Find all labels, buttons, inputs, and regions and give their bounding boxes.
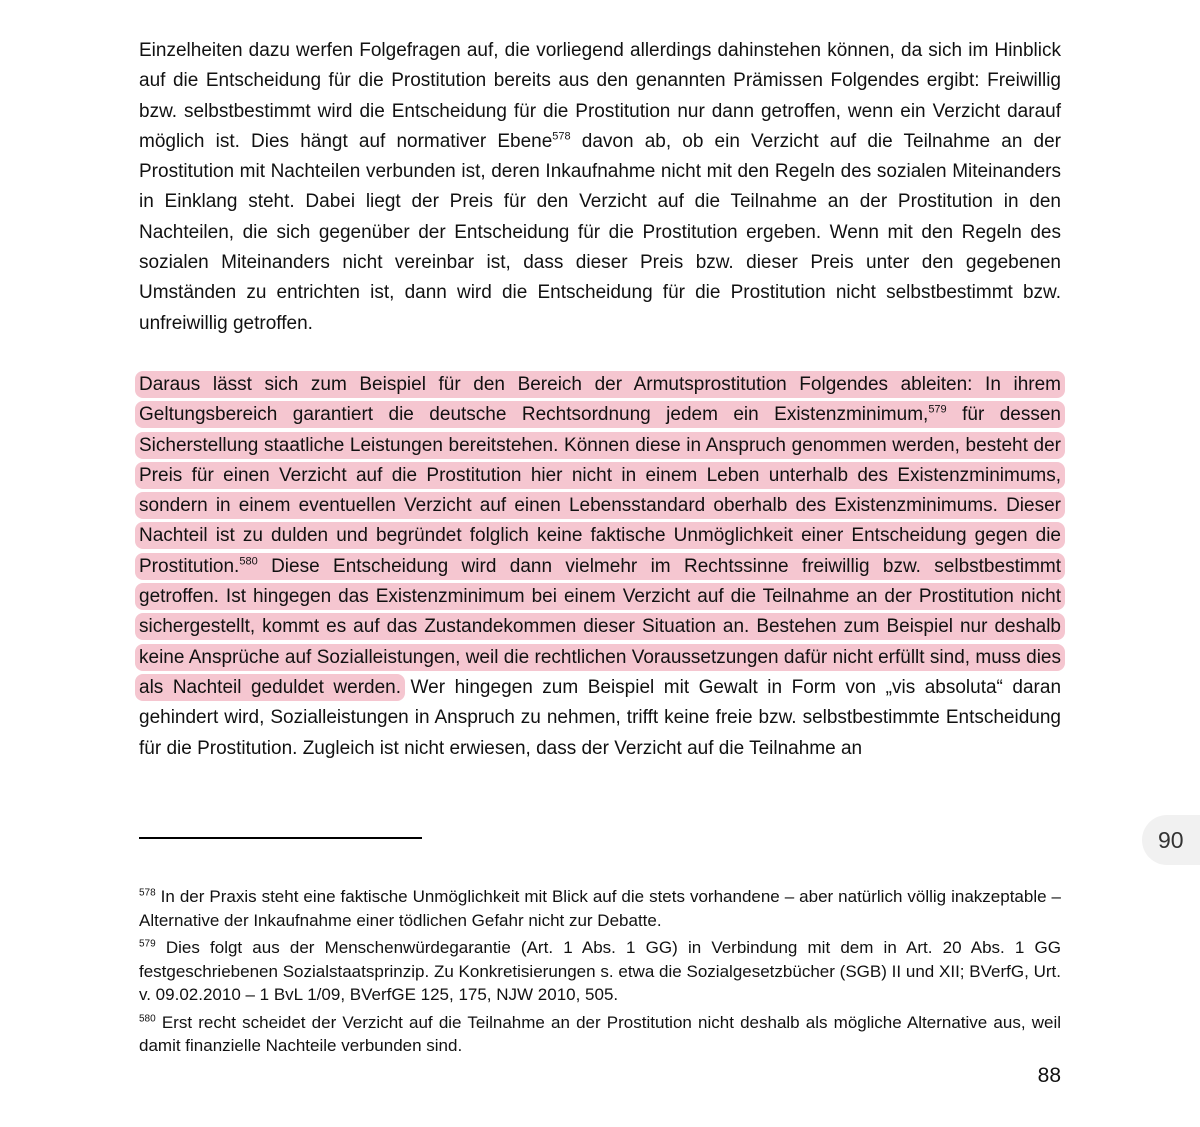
page-indicator-label: 90 bbox=[1158, 827, 1184, 853]
footnote-580 bbox=[139, 1011, 1061, 1058]
highlight-segment-b: für dessen Sicherstellung staatliche Leistungen bereitstehen. Können diese in Anspruch genommen werden, besteht der Preis für einen Verzicht auf die Prostitution hier nicht in einem Leben unterhalb des Existenzminimums, sondern in einem eventuellen Verzicht auf einen Lebensstandard oberhalb des Existenzminimums. Dieser Nachteil ist zu dulden und begründet folglich keine faktische Unmöglichkeit einer Entscheidung gegen die Prostitution. bbox=[139, 404, 1061, 577]
highlight-segment-c: Diese Entscheidung wird dann vielmehr im Rechtssinne freiwillig bzw. selbstbestimmt getroffen. Ist hingegen das Existenzminimum bei einem Verzicht auf die Teilnahme an der Prostitution nicht sichergestellt, kommt es auf das Zustandekommen dieser Situation an. Bestehen zum Beispiel nur deshalb keine Ansprüche auf Sozialleistungen, weil die rechtlichen Voraussetzungen dafür nicht erfüllt sind, muss dies als Nachteil geduldet werden. bbox=[139, 555, 1061, 698]
highlight-segment-a: Daraus lässt sich zum Beispiel für den Bereich der Armutsprostitution Folgendes ableiten: In ihrem Geltungsbereich garantiert die deutsche Rechtsordnung jedem ein Existenzminimum, bbox=[139, 374, 1061, 426]
page-number: 88 bbox=[1037, 1064, 1061, 1087]
footnotes bbox=[139, 885, 1061, 1062]
footnote-579 bbox=[139, 936, 1061, 1007]
paragraph-1-text-b: davon ab, ob ein Verzicht auf die Teilnahme an der Prostitution mit Nachteilen verbunden ist, deren Inkaufnahme nicht mit den Regeln des sozialen Miteinanders in Einklang steht. Dabei liegt der Preis für den Verzicht auf die Teilnahme an der Prostitution in den Nachteilen, die sich gegenüber der Entscheidung für die Prostitution ergeben. Wenn mit den Regeln des sozialen Miteinanders nicht vereinbar ist, dass dieser Preis bzw. dieser Preis unter den gegebenen Umständen zu entrichten ist, dann wird die Entscheidung für die Prostitution nicht selbstbestimmt bzw. unfreiwillig getroffen. bbox=[139, 130, 1061, 334]
footnote-ref-580[interactable]: 580 bbox=[239, 555, 258, 568]
footnote-text: In der Praxis steht eine faktische Unmöglichkeit mit Blick auf die stets vorhandene – aber natürlich völlig inakzeptable – Alternative der Inkaufnahme einer tödlichen Gefahr nicht zur Debatte. bbox=[139, 887, 1061, 930]
footnote-ref-579[interactable]: 579 bbox=[928, 403, 947, 416]
footnote-text: Dies folgt aus der Menschenwürdegarantie (Art. 1 Abs. 1 GG) in Verbindung mit dem in Art. 20 Abs. 1 GG festgeschriebenen Sozialstaatsprinzip. Zu Konkretisierungen s. etwa die Sozialgesetzbücher (SGB) II und XII; BVerfG, Urt. v. 09.02.2010 – 1 BvL 1/09, BVerfGE 125, 175, NJW 2010, 505. bbox=[139, 938, 1061, 1004]
footnote-text: Erst recht scheidet der Verzicht auf die Teilnahme an der Prostitution nicht deshalb als mögliche Alternative aus, weil damit finanzielle Nachteile verbunden sind. bbox=[139, 1012, 1061, 1055]
paragraph-2 bbox=[139, 370, 1061, 764]
footnote-578 bbox=[139, 885, 1061, 932]
page-indicator[interactable] bbox=[1142, 815, 1200, 865]
footnote-number: 579 bbox=[139, 938, 156, 950]
footnote-number: 578 bbox=[139, 887, 156, 899]
paragraph-1 bbox=[139, 36, 1061, 339]
footnote-number: 580 bbox=[139, 1012, 156, 1024]
highlighted-text[interactable] bbox=[135, 371, 1065, 701]
footnote-separator bbox=[139, 837, 422, 839]
paragraph-2-plain-text: Wer hingegen zum Beispiel mit Gewalt in Form von „vis absoluta“ daran gehindert wird, Sozialleistungen in Anspruch zu nehmen, trifft keine freie bzw. selbstbestimmte Entscheidung für die Prostitution. Zugleich ist nicht erwiesen, dass der Verzicht auf die Teilnahme an bbox=[139, 676, 1062, 759]
footnote-ref-578[interactable]: 578 bbox=[552, 130, 571, 143]
paragraph-1-text-a: Einzelheiten dazu werfen Folgefragen auf, die vorliegend allerdings dahinstehen können, da sich im Hinblick auf die Entscheidung für die Prostitution bereits aus den genannten Prämissen Folgendes ergibt: Freiwillig bzw. selbstbestimmt wird die Entscheidung für die Prostitution nur dann getroffen, wenn ein Verzicht darauf möglich ist. Dies hängt auf normativer Ebene bbox=[139, 40, 1061, 152]
